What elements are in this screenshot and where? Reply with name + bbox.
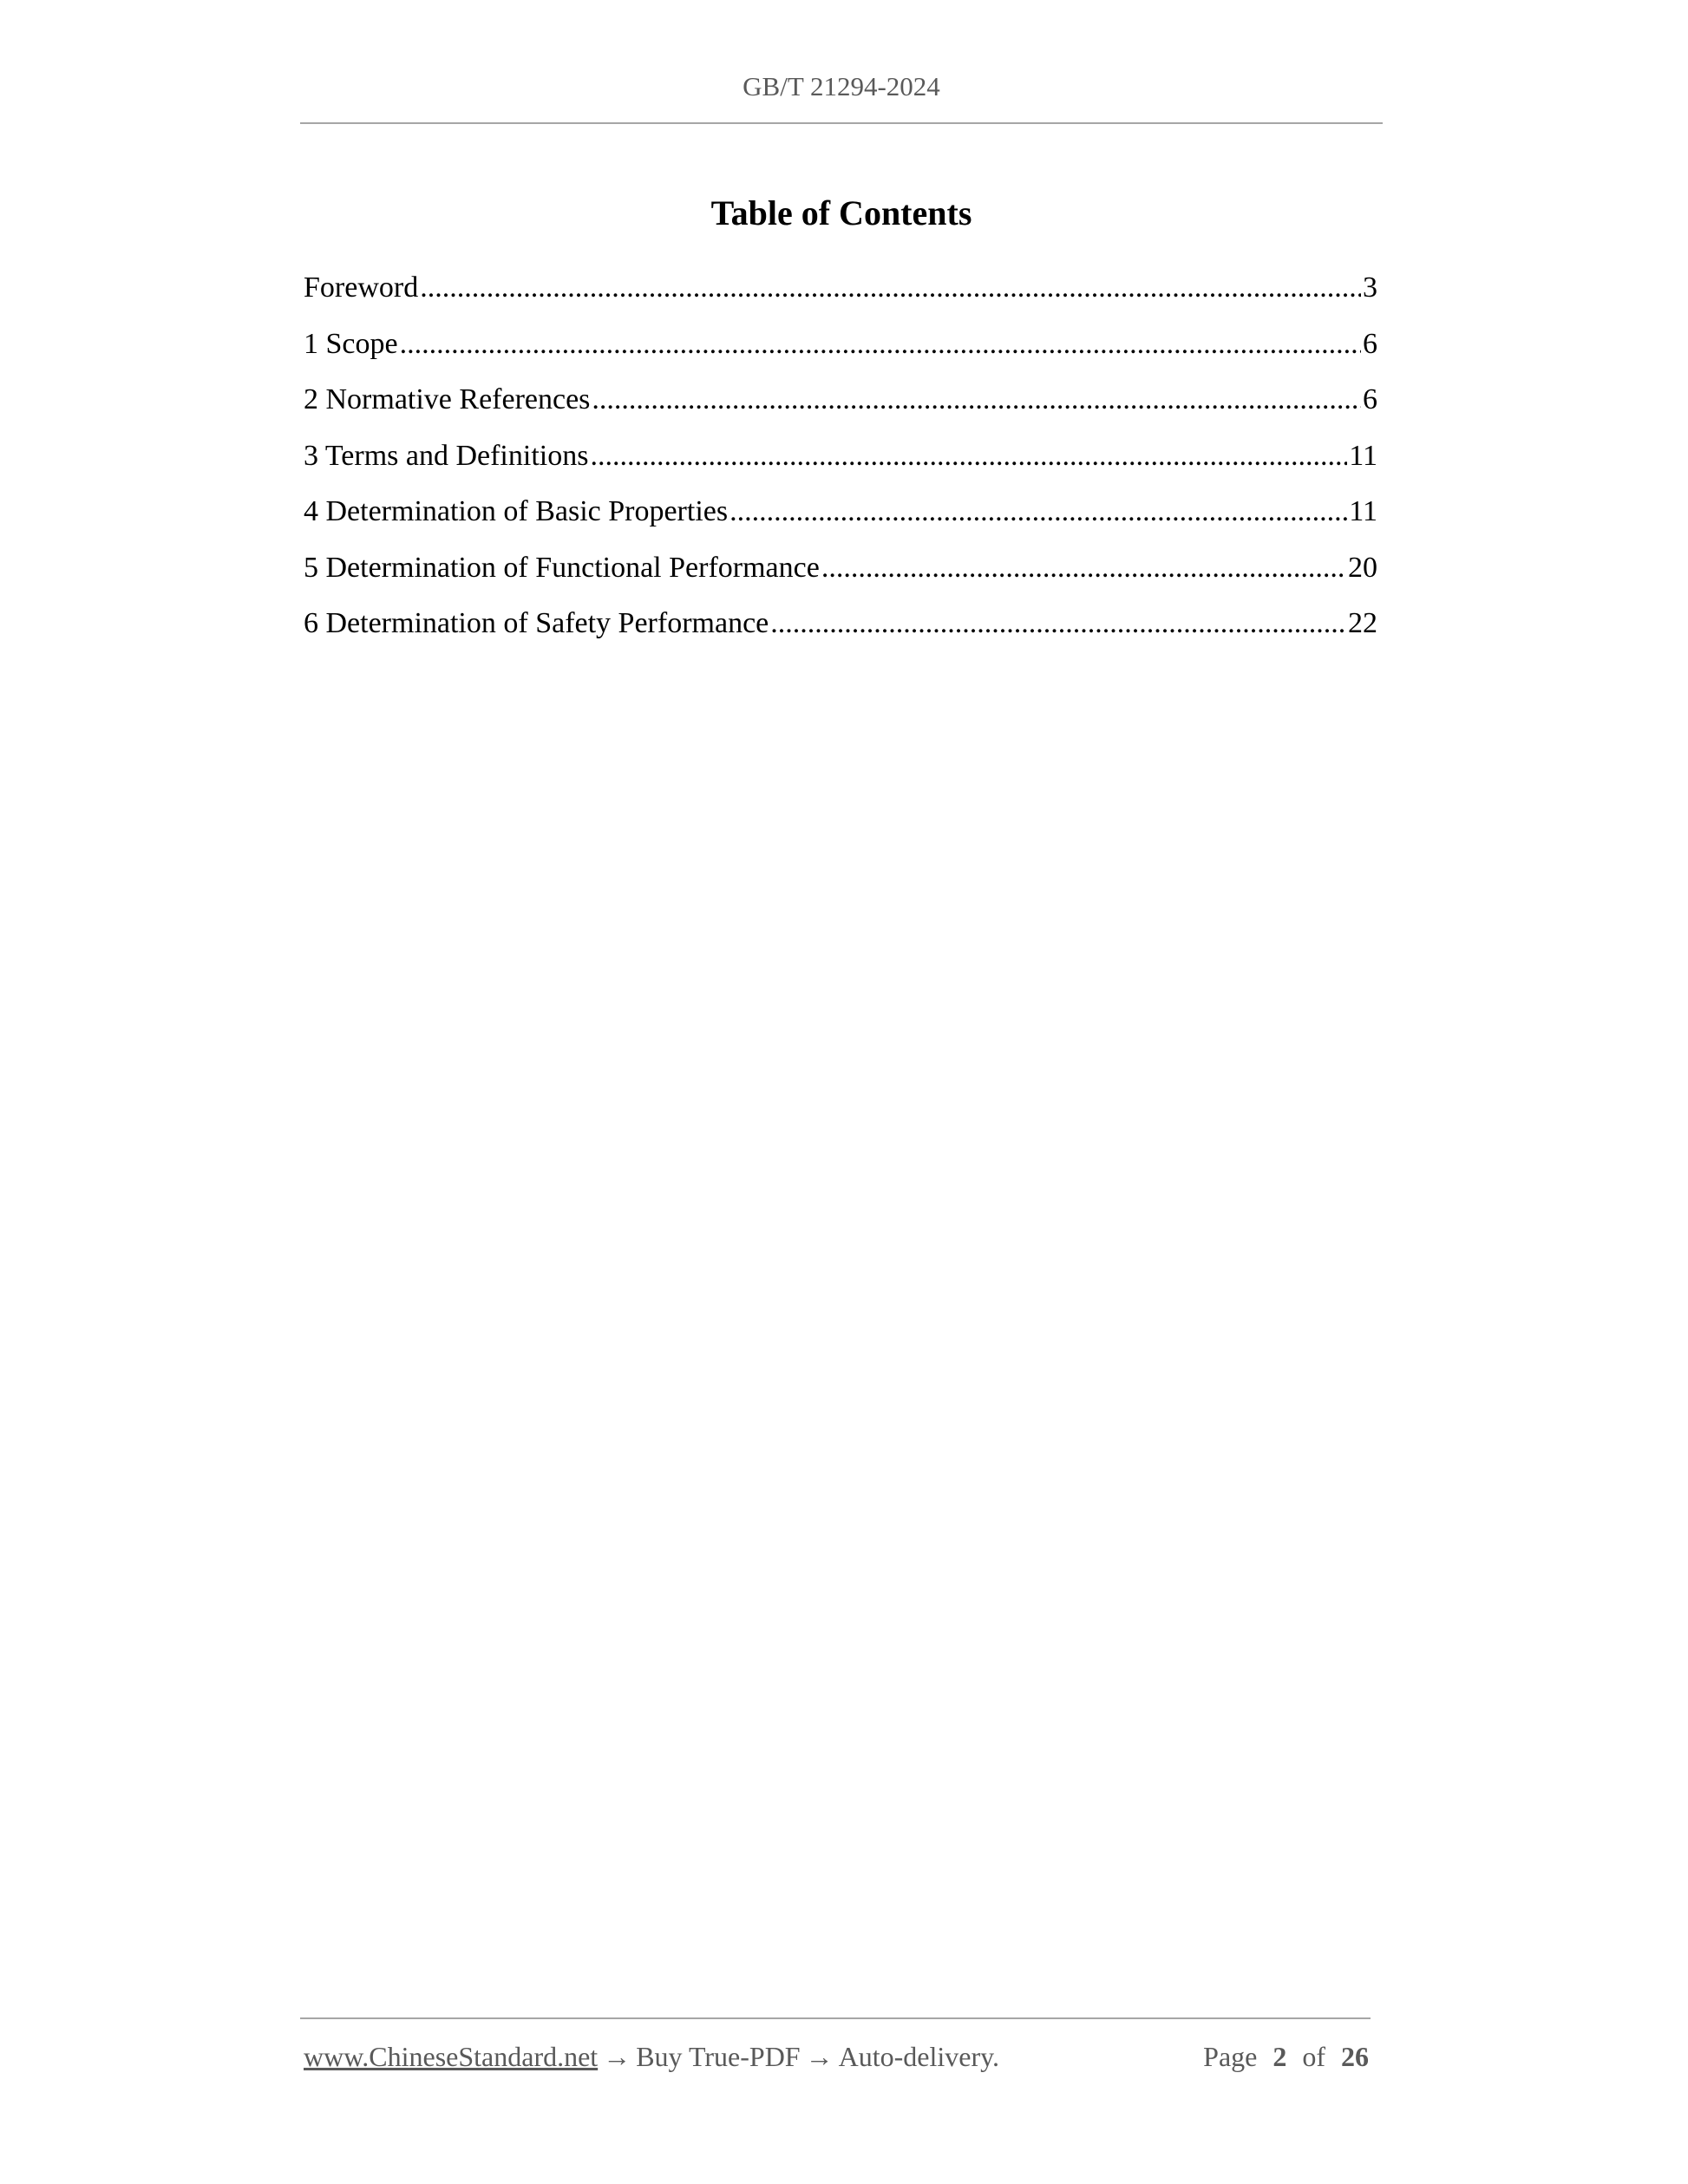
- current-page-number: 2: [1273, 2041, 1287, 2072]
- toc-dot-leader: [592, 376, 1361, 424]
- of-word: of: [1302, 2041, 1325, 2072]
- toc-entry-label: 5 Determination of Functional Performance: [304, 551, 820, 584]
- toc-dot-leader: [400, 320, 1361, 369]
- toc-entry-label: 2 Normative References: [304, 383, 591, 415]
- toc-entry-page: 22: [1348, 607, 1377, 639]
- toc-entry-page: 3: [1363, 271, 1377, 304]
- toc-dot-leader: [770, 599, 1346, 648]
- toc-entry-normative-references[interactable]: [304, 376, 1377, 432]
- toc-entry-scope[interactable]: [304, 320, 1377, 376]
- toc-entry-page: 6: [1363, 383, 1377, 415]
- toc-dot-leader: [821, 544, 1346, 592]
- toc-entry-label: Foreword: [304, 271, 419, 304]
- toc-dot-leader: [730, 487, 1347, 536]
- toc-entry-page: 6: [1363, 327, 1377, 360]
- delivery-text: Auto-delivery.: [838, 2041, 1000, 2072]
- toc-entry-label: 1 Scope: [304, 327, 398, 360]
- toc-entry-label: 3 Terms and Definitions: [304, 439, 589, 472]
- toc-entry-functional-performance[interactable]: [304, 544, 1377, 600]
- page-indicator: [1203, 2037, 1369, 2076]
- page-footer: [304, 2037, 1369, 2076]
- toc-entry-page: 20: [1348, 551, 1377, 584]
- toc-title: Table of Contents: [710, 193, 972, 232]
- toc-entry-foreword[interactable]: [304, 264, 1377, 320]
- footer-promo: [304, 2037, 999, 2076]
- arrow-right-icon: →: [805, 2041, 834, 2072]
- page-word: Page: [1203, 2041, 1258, 2072]
- arrow-right-icon: →: [603, 2041, 631, 2072]
- toc-entry-page: 11: [1349, 495, 1377, 527]
- toc-entry-page: 11: [1349, 439, 1377, 472]
- toc-entry-safety-performance[interactable]: [304, 599, 1377, 656]
- toc-entry-label: 4 Determination of Basic Properties: [304, 495, 729, 527]
- toc-entry-basic-properties[interactable]: [304, 487, 1377, 544]
- toc-entry-label: 6 Determination of Safety Performance: [304, 607, 769, 639]
- document-code-header: GB/T 21294-2024: [743, 71, 940, 101]
- toc-dot-leader: [590, 432, 1347, 481]
- buy-text: Buy True-PDF: [636, 2041, 801, 2072]
- footer-divider: [300, 2017, 1371, 2019]
- toc-list: [304, 264, 1377, 656]
- header-divider: [300, 122, 1383, 124]
- site-link[interactable]: www.ChineseStandard.net: [304, 2041, 599, 2072]
- toc-dot-leader: [420, 264, 1361, 312]
- total-pages-number: 26: [1341, 2041, 1369, 2072]
- toc-entry-terms-and-definitions[interactable]: [304, 432, 1377, 488]
